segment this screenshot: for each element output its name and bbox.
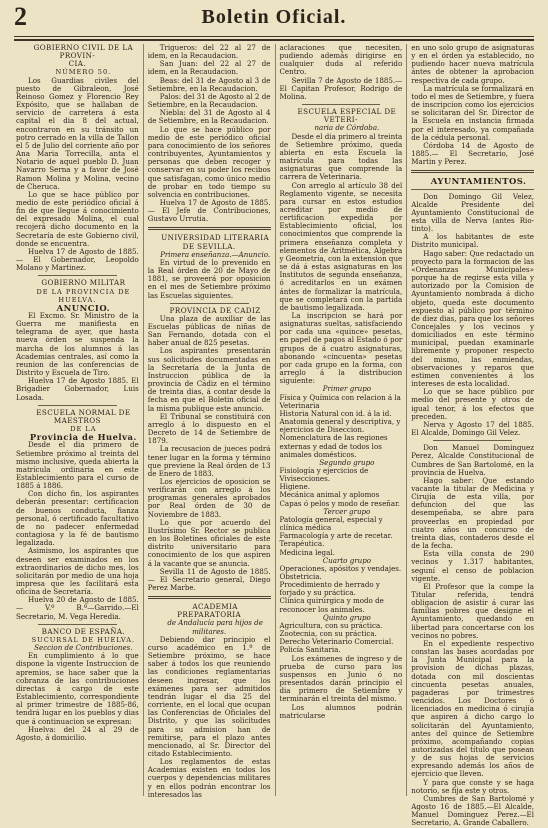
paragraph: Trigueros: del 22 al 27 de idem, en la Recaudacion. <box>147 43 271 61</box>
section-subtitle: Seccion de Contribuciones. <box>34 643 133 653</box>
course-group-title: Primer grupo <box>322 384 372 394</box>
section-heading: PROVINCIA DE CADIZ <box>169 305 261 315</box>
paragraph: en uno solo grupo de asignaturas y en el órden ya establecido, no pudiendo hacer nueva matrícula ántes de obtener la aprobacion respectiva de cada grupo. <box>411 43 534 85</box>
paragraph: La recusacion de jueces podrá tener lugar en la forma y término que previene la Real órden de 13 de Enero de 1883. <box>147 444 271 478</box>
paragraph: Esta villa consta de 290 vecinos y 1.317 habitantes, seguní el censo de poblacion vigente. <box>411 549 534 583</box>
signature: Sevilla 7 de Agosto de 1885.—El Capitan Profesor, Rodrigo de Molina. <box>279 75 403 101</box>
paragraph: Y para que conste y se haga notorio, se fija este y otros. <box>411 777 534 795</box>
paragraph: Los ejercicios de oposicion se verificarán con arreglo á los programas generales aprobados por Real órden de 30 de Noviembre de 1883. <box>147 476 271 519</box>
course-group-list: Fisiología y ejercicios de Vivisecciones. Higiene. Mecánica animal y aplomos Capas ó pelos y modo de reseñar. <box>279 465 400 508</box>
paragraph: Desde el dia primero al treinta de Setiembre próximo, queda abierta en esta Escuela la matrícula para todas las asignaturas que comprende la carrera de Veterinaria. <box>279 131 403 182</box>
paragraph: En virtud de lo prevenido en la Real órden de 20 de Mayo de 1881, se proveerá por oposicion en el mes de Setiembre próximo las Escuelas siguientes. <box>147 257 271 300</box>
section-heading: ESCUELA ESPECIAL DE VETERI- <box>297 107 397 125</box>
paragraph: Lo que se hace público por medio de este periódico oficial á fin de que llegue á conocimiento del expresado Molina, el cual recojerá dicho documento en la Secretaría de este Gobierno civil, donde se encuentra. <box>16 189 139 248</box>
paragraph: Los alumnos podrán matricularse <box>279 702 403 720</box>
column-4 <box>407 43 538 828</box>
paragraph: Los aspirantes presentarán sus solicitudes documentadas en la Secretaría de la Junta de Instruccion pública de la provincia de Cádiz en el término de treinta dias, á contar desde la fecha en que el Boletin oficial de la misma publique este anuncio. <box>147 346 271 413</box>
column-3 <box>276 44 408 796</box>
paragraph: Lo que se hace público por medio del presente y otros de igual tenor, á los efectos que preceden. <box>411 387 534 421</box>
paragraph: Desde el dia primero de Setiembre próximo al treinta del mismo inclusive, queda abierta la matrícula ordinaria en este Establecimiento para el curso de 1885 á 1886. <box>16 440 139 491</box>
signature: Huelva 17 de Agosto de 1885.— El Jefe de Contribuciones, Gustavo Urrutia. <box>147 197 271 224</box>
column-2 <box>144 43 276 799</box>
masthead <box>0 0 548 36</box>
course-group-title: Tercer grupo <box>323 506 371 516</box>
section-heading: ESCUELA NORMAL DE MAESTROS <box>36 407 131 425</box>
paragraph: El Excmo. Sr. Ministro de la Guerra me manifiesta en telegrama de ayer, que hasta nueva órden se suspenda la marcha de los alumnos á las Academias centrales, así como la reunion de las conferencias de Distrito y Escuela de Tiro. <box>16 311 139 378</box>
section-subheading: SUCURSAL DE HUELVA. <box>31 635 136 644</box>
paragraph: Huelva: del 24 al 29 de Agosto, á domicilio. <box>16 724 139 742</box>
newspaper-title: Boletin Oficial. <box>201 6 347 28</box>
section-heading: ANUNCIO. <box>56 302 111 313</box>
paragraph: Palos: del 31 de Agosto al 2 de Setiembre, en la Recaudacion. <box>147 91 271 110</box>
section-heading: BANCO DE ESPAÑA. <box>41 626 126 636</box>
double-rule <box>411 170 534 173</box>
paragraph: Con dicho fin, los aspirantes deberán presentar: certificacion de buenos conducta, fianza personal, ó certificado facultativo de no padecer enfermedad contagiosa y la fé de bautismo legalizada. <box>16 489 139 548</box>
separator <box>433 440 512 441</box>
course-group-title: Segundo grupo <box>319 457 375 467</box>
section-subheading: DE LA <box>70 425 97 434</box>
course-group-list: Agricultura, con su práctica. Zootecnia, con su práctica. Derecho Veterinario Comercial. Policía Sanitaria. <box>279 620 394 655</box>
course-group-list: Patología general, especial y clínica médica Farmacología y arte de recetar. Terapéutica. Medicina legal. <box>279 514 393 557</box>
masthead-rule <box>14 36 534 37</box>
paragraph: El Tribunal se constituirá con arreglo á lo dispuesto en el Decreto de 14 de Setiembre de 1879. <box>147 411 271 446</box>
section-heading: UNIVERSIDAD LITERARIA DE SEVILLA. <box>161 233 270 251</box>
paragraph: Hago saber: Que redactado un proyecto para la formacion de las «Ordenanzas Municipales» porque ha de regirse esta villa y autorizado por la Comision de Ayuntamiento nombrada á dicho objeto, queda este documento expuesto al público por término de diez dias, para que los señores Concejales y los vecinos y domiciliados en este término municipal, puedan examinarle libremente y proponer respecto del mismo, las enmiendas, observaciones y reparos que estimen convenientes á los intereses de esta localidad. <box>411 248 534 389</box>
paragraph: Los exámenes de ingreso y de prueba de curso para los suspensos en Junio ó no presentados darán principio el dia primero de Setiembre y terminarán el treinta del mismo. <box>279 653 403 704</box>
paragraph: aclaraciones que necesiten, pudiendo además dirigirse en cualquier duda al referido Centro. <box>279 43 403 77</box>
paragraph: Hago saber: Que estando vacante la titular de Medicina y Cirujía de esta villa, por defuncion del que las desempeñaba, se abre para proveerlas en propiedad por cuatro años un concurso de treinta dias, contaderos desde el de la fecha. <box>411 475 534 551</box>
section-subheading: DE LA PROVINCIA DE HUELVA. <box>36 287 131 304</box>
signature: Huelva 17 de Agosto 1885. El Brigadier Gobernador, Luis Losada. <box>16 376 139 402</box>
paragraph: Una plaza de auxiliar de las Escuelas públicas de niñas de San Fernando, dotada con el haber anual de 825 pesetas. <box>147 313 271 348</box>
paragraph: Los reglamentos de estas Academias existen en todos los cuerpos y dependencias militares y en ellos podrán encontrar los interesados las <box>147 757 271 799</box>
column-1 <box>12 44 144 796</box>
separator <box>170 303 249 304</box>
paragraph: Los Guardias civiles del puesto de Gibraleon, José Reinoso Gomez y Florencio Rey Expósito, que se hallaban de servicio de carretera á esta capital el dia 8 del actual, encontraron en su tránsito un potro cerrado en la villa de Tallon el 5 de Julio del corriente año por Ana Maria Torrecilla, anta el Notario de aquel pueblo D. Juan Navarro Serna y a favor de José Ramon Molina y Molina, vecino de Cheruca. <box>16 75 139 191</box>
paragraph: Asimismo, los aspirantes que deseen ser examinados en los extraordinarios de dicho mes, los solicitarán por medio de una hoja impresa que les facilitará esta oficina de Secretaría. <box>16 546 139 597</box>
paragraph: Don Domingo Gil Velez, Alcalde Presidente del Ayuntamiento Constitucional de esta villa de Nerva (antes Rio-tinto). <box>411 191 534 234</box>
signature: Nerva y Agosto 17 del 1885. El Alcalde, Domingo Gil Velez. <box>411 419 534 438</box>
section-subheading: NÚMERO 50. <box>55 68 112 77</box>
paragraph: Con arreglo al artículo 38 del Reglamento vigente, se necesita para cursar en estos estudios acreditar por medio de certificacion expedida por Establecimiento oficial, los conocimientos que comprende la primera enseñanza completa y elementos de Aritmética, Algebra y Geometría, con la extension que se dá á estas asignaturas en los Institutos de segunda enseñanza, ó acreditarlos en un exámen ántes de formalizar la matrícula, que se completará con la partida de bautismo legalizada. <box>279 180 403 312</box>
section-heading: Provincia de Huelva. <box>29 432 137 443</box>
separator <box>38 275 117 276</box>
section-heading: GOBIERNO MILITAR <box>41 278 126 288</box>
double-rule <box>148 596 271 599</box>
separator <box>38 405 117 406</box>
signature: Huelva 17 de Agosto de 1885.— El Gobernador, Leopoldo Molano y Martinez. <box>16 246 139 273</box>
paragraph: San Juan: del 22 al 27 de idem, en la Recaudacion. <box>147 59 271 77</box>
paragraph: Beas: del 31 de Agosto al 3 de Setiembre, en la Recaudacion. <box>147 75 271 93</box>
paragraph: En cumplimiento á lo que dispone la vigente Instruccion de apremios, se hace saber que la cobranza de las contribuciones directas á cargo de este Establecimiento, correspondiente al primer trimestre de 1885-86, tendrá lugar en los pueblos y dias que á continuacion se expresan: <box>16 651 139 726</box>
paragraph: La matrícula se formalizará en todo el mes de Setiembre, y fuera de inscripcion como los ejercicios se solicitaran del Sr. Director de la Escuela en instancia firmada por el interesado, ya compañada de la cédula personal. <box>411 83 534 142</box>
course-group-title: Quinto grupo <box>322 612 371 622</box>
section-heading: GOBIERNO CIVIL DE LA PROVIN- CIA. <box>33 43 134 69</box>
paragraph: El Profesor que la compe la Titular referida, tendrá obligacion de asistir á curar las familias pobres que designe el Ayuntamiento, quedando en libertad para concertarse con los vecinos no pobres. <box>411 581 534 640</box>
section-subtitle: Primera enseñanza.—Anuncio. <box>160 249 271 259</box>
course-group-title: Cuarto grupo <box>322 555 372 565</box>
separator <box>302 104 381 105</box>
double-rule <box>148 227 271 230</box>
signature: Huelva 20 de Agosto de 1885. — V.º B.º—Garrido.—El Secretario, M. Vega Heredia. <box>16 595 139 621</box>
paragraph: Niebla: del 31 de Agosto al 4 de Setiembre, en la Recaudacion. <box>147 108 271 126</box>
paragraph: Don Manuel Dominguez Perez, Alcalde Constitucional de Cumbres de San Bartolomé, en la provincia de Huelva. <box>411 443 534 477</box>
section-heading: AYUNTAMIENTOS. <box>430 176 527 187</box>
section-subtitle: de Andalucía para hijos de militares. <box>167 618 263 636</box>
course-group-list: Operaciones, apósitos y vendajes. Obstetricia. Procedimiento de herrado y forjado y su práctica. Clínica quirúrgica y modo de reconocer los animales. <box>279 563 402 614</box>
paragraph: La inscripcion se hará por asignaturas sueltas, satisfaciendo por cada una «quince» pesetas, en papel de pagos al Estado ó por grupos de á cuatro asignaturas, abonando «cincuenta» pesetas por cada grupo en la forma, con arreglo á la distribucion siguiente: <box>279 311 403 386</box>
page-number: 2 <box>14 2 27 31</box>
signature: Córdoba 14 de Agosto de 1885.— El Secretario, José Martin y Perez. <box>411 140 534 167</box>
paragraph: Lo que se hace público por medio de este periódico oficial para conocimiento de los señores contribuyentes, Ayuntamientos y personas que deben recoger y conservar en su poder los recibos que satisfagan, como único medio de probar en todo tiempo su solvencia en contribuciones. <box>147 124 271 199</box>
paragraph: A los habitantes de este Distrito municipal. <box>411 232 534 250</box>
columns <box>12 43 538 828</box>
paragraph: Debiendo dar principio el curso académico en 1.º de Setiembre próximo, se hace saber á todos los que reuniendo las condiciones reglamentarias deseen ingresar, que los exámenes para ser admitidos tendrán lugar el dia 25 del corriente, en el local que ocupan las Conferencias de Oficiales del Distrito, y que las solicitudes para su admision han de remitirse, para el plazo antes mencionado, al Sr. Director del citado Establecimiento. <box>147 634 271 758</box>
masthead-rule-thick <box>14 39 534 41</box>
separator <box>38 624 117 625</box>
paragraph: En el expediente respectivo constan las bases acordadas por la Junta Municipal para la provision de dichas plazas, dotada con mil doscientas cincuenta pesetas anuales, pagaderas por trimestres vencidos. Los Doctores ó licenciados en medicina ó cirujía que aspiren á dicho cargo lo solicitarán del Ayuntamiento, antes del quince de Setiembre próximo, acompañando copias autorizadas del título que posean y de sus hojas de servicios expresando además los años de ejercicio que lleven. <box>411 638 534 779</box>
separator <box>411 189 534 190</box>
signature: Sevilla 11 de Agosto de 1885.— El Secretario general, Diego Perez Marbe. <box>147 566 271 592</box>
signature: Cumbres de San Bartolomé y Agosto 16 de 1885.—El Alcalde, Manuel Dominguez Perez.—El Secretario, A. Grande Caballero. <box>411 793 534 828</box>
course-group-list: Física y Química con relacion á la Veterinaria Historia Natural con id. á la id. Anatomía general y descriptiva, y ejercicios de Diseccion. Nomenclatura de las regiones externas y edad de todos los animales domésticos. <box>279 392 401 459</box>
paragraph: Lo que por acuerdo del Ilustrísimo Sr. Rector se publica en los Boletines oficiales de este distrito universitario para conocimiento de los que aspiren á la vacante que se anuncia. <box>147 517 271 568</box>
section-heading: ACADEMIA PREPARATORIA <box>177 602 242 620</box>
section-subtitle: naria de Córdoba. <box>314 123 380 133</box>
